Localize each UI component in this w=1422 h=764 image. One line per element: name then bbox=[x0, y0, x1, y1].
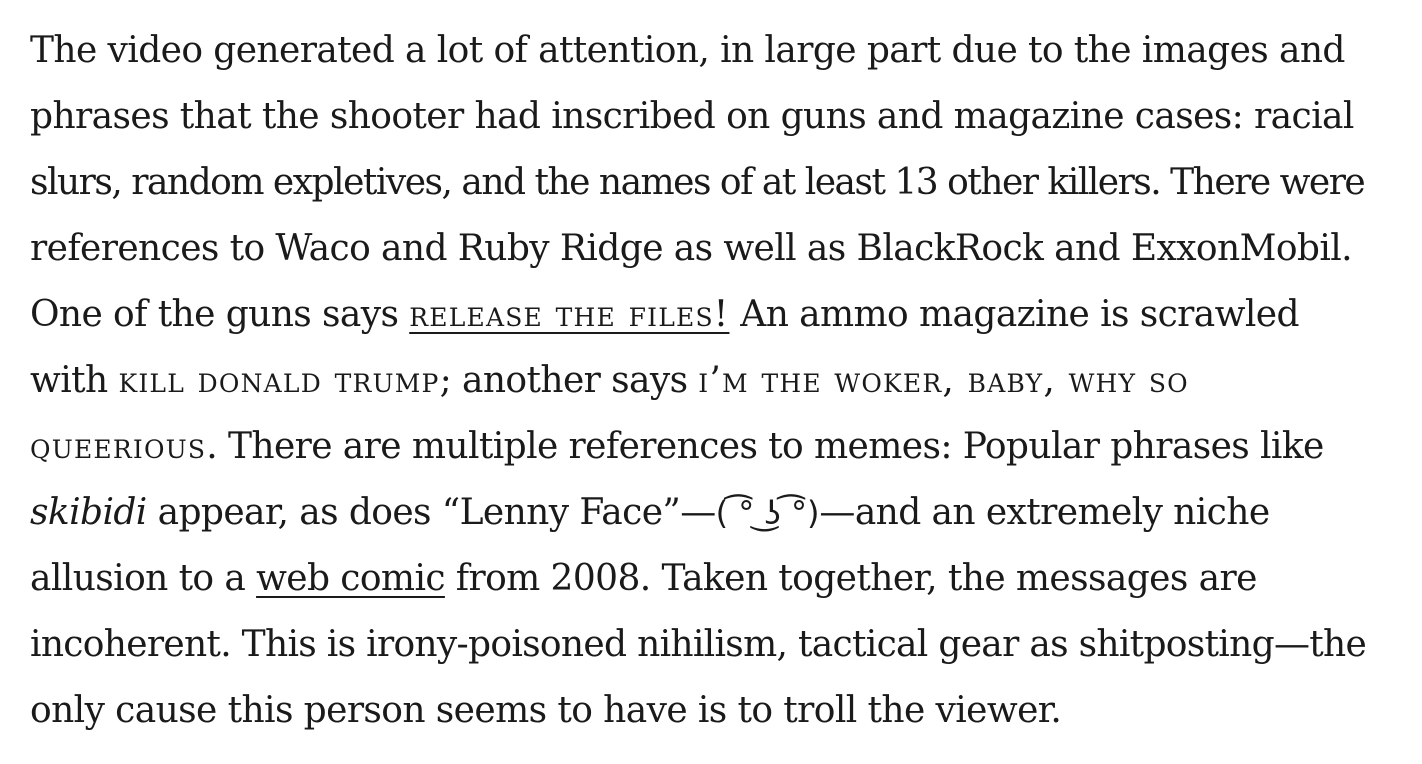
paragraph-line-2: phrases that the shooter had inscribed on guns and magazine cases: racial bbox=[30, 96, 1354, 137]
article-body bbox=[30, 18, 1370, 744]
paragraph-line-1: The video generated a lot of attention, in large part due to the images and bbox=[30, 30, 1345, 71]
paragraph-line-10: incoherent. This is irony-poisoned nihilism, tactical gear as shitposting—the bbox=[30, 624, 1367, 665]
paragraph-line-6 bbox=[30, 348, 1370, 414]
release-the-files-link[interactable]: release the files! bbox=[409, 294, 730, 335]
article-paragraph bbox=[30, 18, 1370, 744]
paragraph-line-11: only cause this person seems to have is to troll the viewer. bbox=[30, 690, 1062, 731]
line-8-text-after: —and an extremely niche bbox=[819, 492, 1270, 533]
skibidi-term: skibidi bbox=[30, 492, 147, 533]
line-7-text-after: . There are multiple references to memes: Popular phrases like bbox=[206, 426, 1324, 467]
line-9-text-before: allusion to a bbox=[30, 558, 257, 599]
paragraph-line-4: references to Waco and Ruby Ridge as well as BlackRock and ExxonMobil. bbox=[30, 228, 1353, 269]
line-8-text-middle: appear, as does “Lenny Face”— bbox=[146, 492, 716, 533]
paragraph-line-3: slurs, random expletives, and the names of at least 13 other killers. There were bbox=[30, 162, 1365, 203]
line-9-text-after: from 2008. Taken together, the messages are bbox=[444, 558, 1257, 599]
paragraph-line-7 bbox=[30, 414, 1370, 480]
paragraph-line-5 bbox=[30, 282, 1370, 348]
line-5-text-after: An ammo magazine is scrawled bbox=[729, 294, 1299, 335]
line-6-text-middle: ; another says bbox=[439, 360, 699, 401]
lenny-face-emoticon: ( ͡° ͜ʖ ͡°) bbox=[715, 494, 820, 532]
kill-donald-trump-inscription: kill donald trump bbox=[118, 360, 440, 401]
line-5-text-before: One of the guns says bbox=[30, 294, 410, 335]
queerious-inscription: queerious bbox=[30, 426, 207, 467]
paragraph-line-9 bbox=[30, 546, 1370, 612]
paragraph-line-8 bbox=[30, 480, 1370, 546]
line-6-text-before: with bbox=[30, 360, 119, 401]
web-comic-link[interactable]: web comic bbox=[256, 558, 445, 599]
woker-baby-inscription: i’m the woker, baby, why so bbox=[698, 360, 1189, 401]
